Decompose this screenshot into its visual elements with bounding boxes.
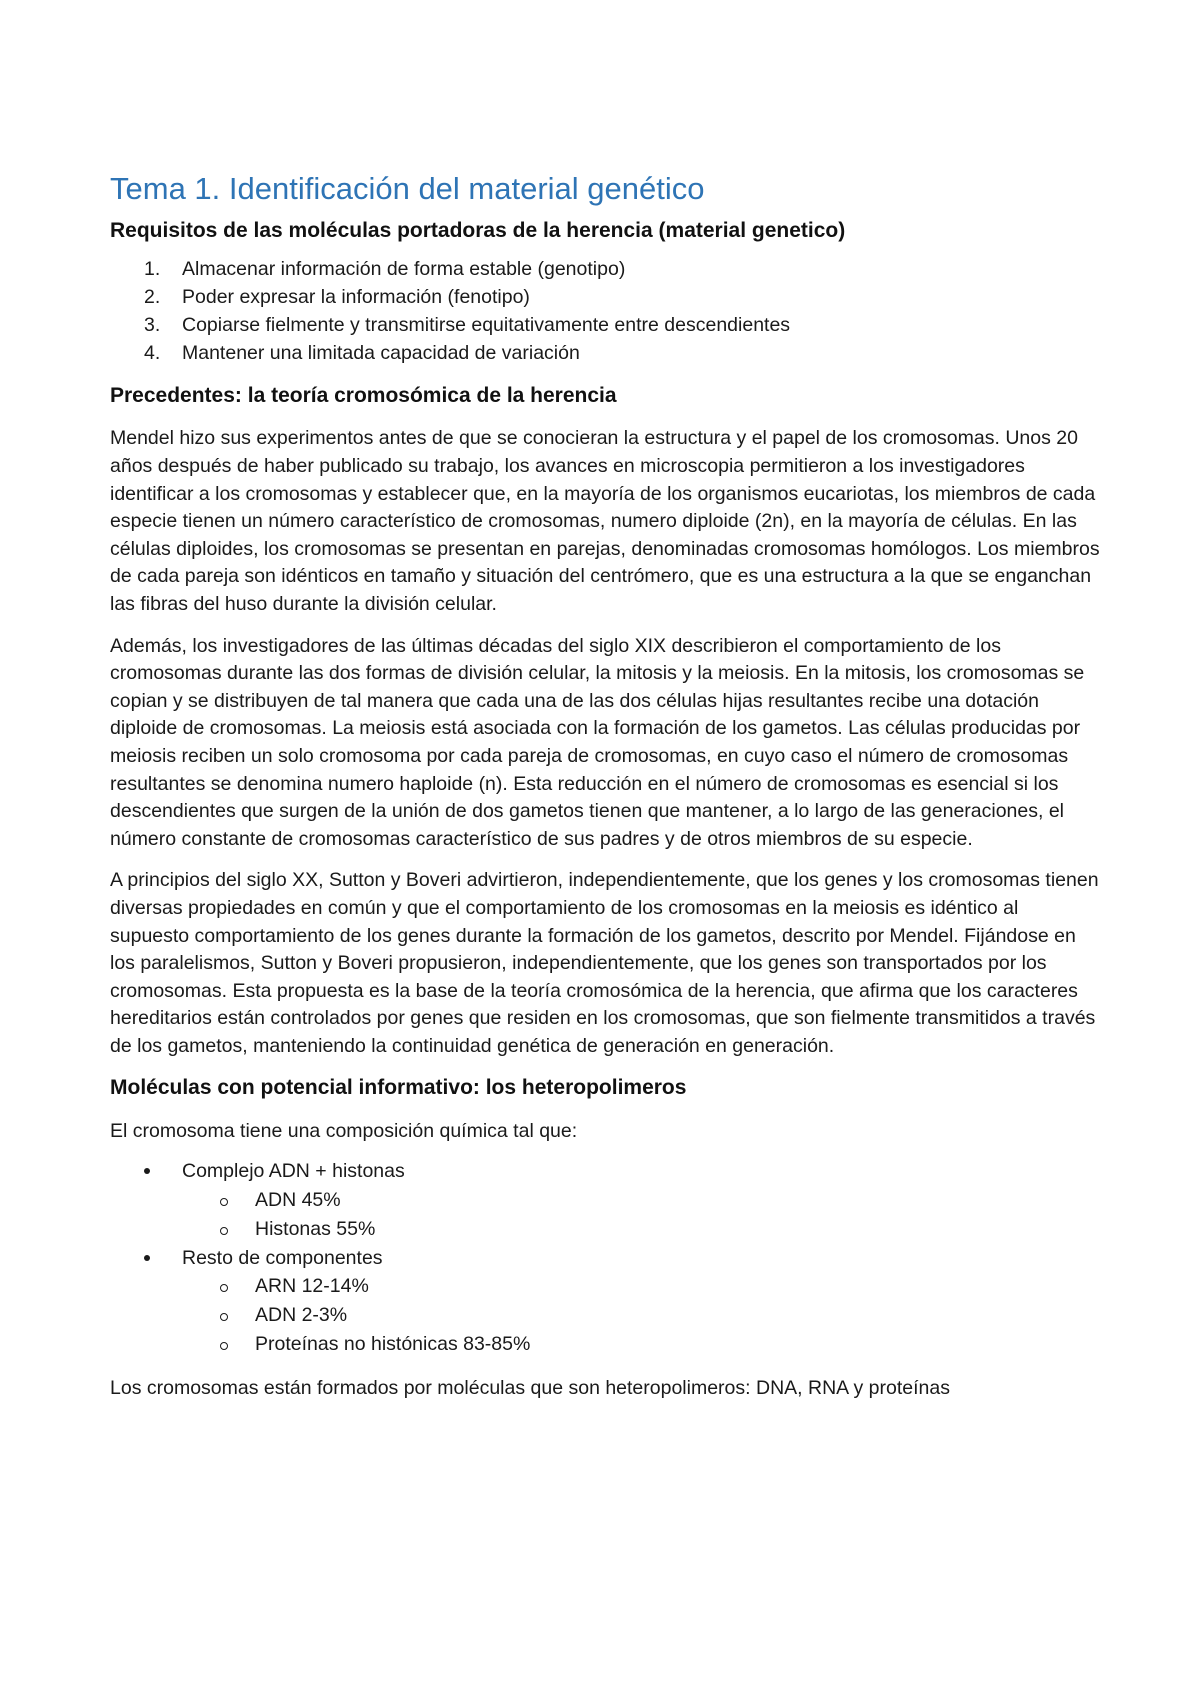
heading-precedentes: Precedentes: la teoría cromosómica de la herencia	[110, 384, 617, 408]
sublist-item-text: ARN 12-14%	[255, 1275, 369, 1298]
paragraph-closing: Los cromosomas están formados por moléculas que son heteropolimeros: DNA, RNA y proteínas	[110, 1376, 950, 1399]
list-number: 4.	[144, 342, 161, 365]
requisitos-list	[110, 256, 1100, 368]
paragraph-mendel: Mendel hizo sus experimentos antes de que se conocieran la estructura y el papel de los cromosomas. Unos 20 años después de haber publicado su trabajo, los avances en microscopia permitieron a los investigadores identificar a los cromosomas y establecer que, en la mayoría de los organismos eucariotas, los miembros de cada especie tienen un número característico de cromosomas, numero diploide (2n), en la mayoría de células. En las células diploides, los cromosomas se presentan en parejas, denominadas cromosomas homólogos. Los miembros de cada pareja son idénticos en tamaño y situación del centrómero, que es una estructura a la que se enganchan las fibras del huso durante la división celular.	[110, 427, 1100, 615]
list-item	[110, 256, 1100, 284]
document-title: Tema 1. Identificación del material genético	[110, 171, 705, 206]
sublist-container	[110, 1272, 1100, 1358]
list-item-text: Copiarse fielmente y transmitirse equitativamente entre descendientes	[182, 314, 791, 337]
paragraph-composicion: El cromosoma tiene una composición química tal que:	[110, 1119, 578, 1142]
sublist-item	[110, 1186, 1100, 1215]
list-item-text: Almacenar información de forma estable (genotipo)	[182, 258, 626, 281]
circle-bullet-icon	[220, 1227, 228, 1235]
sublist-item	[110, 1272, 1100, 1301]
circle-bullet-icon	[220, 1284, 228, 1292]
list-item-text: Resto de componentes	[182, 1246, 383, 1269]
list-item	[110, 1244, 1100, 1273]
list-item	[110, 1157, 1100, 1186]
sublist-item-text: ADN 45%	[255, 1188, 341, 1211]
document-page	[110, 170, 1100, 1402]
list-item-text: Poder expresar la información (fenotipo)	[182, 286, 530, 309]
sublist	[110, 1272, 1100, 1358]
sublist	[110, 1186, 1100, 1244]
sublist-item-text: Histonas 55%	[255, 1217, 376, 1240]
list-item-text: Complejo ADN + histonas	[182, 1160, 405, 1183]
sublist-item	[110, 1330, 1100, 1359]
list-number: 1.	[144, 258, 161, 281]
list-number: 2.	[144, 286, 161, 309]
heading-heteropolimeros: Moléculas con potencial informativo: los heteropolimeros	[110, 1076, 687, 1100]
paragraph-division-celular: Además, los investigadores de las últimas décadas del siglo XIX describieron el comportamiento de los cromosomas durante las dos formas de división celular, la mitosis y la meiosis. En la mitosis, los cromosomas se copian y se distribuyen de tal manera que cada una de las dos células hijas resultantes recibe una dotación diploide de cromosomas. La meiosis está asociada con la formación de los gametos. Las células producidas por meiosis reciben un solo cromosoma por cada pareja de cromosomas, en cuyo caso el número de cromosomas resultantes se denomina numero haploide (n). Esta reducción en el número de cromosomas es esencial si los descendientes que surgen de la unión de dos gametos tienen que mantener, a lo largo de las generaciones, el número constante de cromosomas característico de sus padres y de otros miembros de su especie.	[110, 634, 1085, 850]
list-item-text: Mantener una limitada capacidad de variación	[182, 342, 580, 365]
list-item	[110, 312, 1100, 340]
composition-list	[110, 1157, 1100, 1358]
bullet-icon	[144, 1255, 150, 1261]
heading-requisitos: Requisitos de las moléculas portadoras de la herencia (material genetico)	[110, 219, 846, 243]
sublist-item-text: ADN 2-3%	[255, 1303, 348, 1326]
list-item	[110, 340, 1100, 368]
sublist-item	[110, 1215, 1100, 1244]
bullet-icon	[144, 1168, 150, 1174]
circle-bullet-icon	[220, 1313, 228, 1321]
sublist-item	[110, 1301, 1100, 1330]
sublist-item-text: Proteínas no histónicas 83-85%	[255, 1332, 531, 1355]
list-item	[110, 284, 1100, 312]
circle-bullet-icon	[220, 1342, 228, 1350]
sublist-container	[110, 1186, 1100, 1244]
circle-bullet-icon	[220, 1198, 228, 1206]
list-number: 3.	[144, 314, 161, 337]
paragraph-sutton-boveri: A principios del siglo XX, Sutton y Boveri advirtieron, independientemente, que los genes y los cromosomas tienen diversas propiedades en común y que el comportamiento de los cromosomas en la meiosis es idéntico al supuesto comportamiento de los genes durante la formación de los gametos, descrito por Mendel. Fijándose en los paralelismos, Sutton y Boveri propusieron, independientemente, que los genes son transportados por los cromosomas. Esta propuesta es la base de la teoría cromosómica de la herencia, que afirma que los caracteres hereditarios están controlados por genes que residen en los cromosomas, que son fielmente transmitidos a través de los gametos, manteniendo la continuidad genética de generación en generación.	[110, 869, 1099, 1057]
